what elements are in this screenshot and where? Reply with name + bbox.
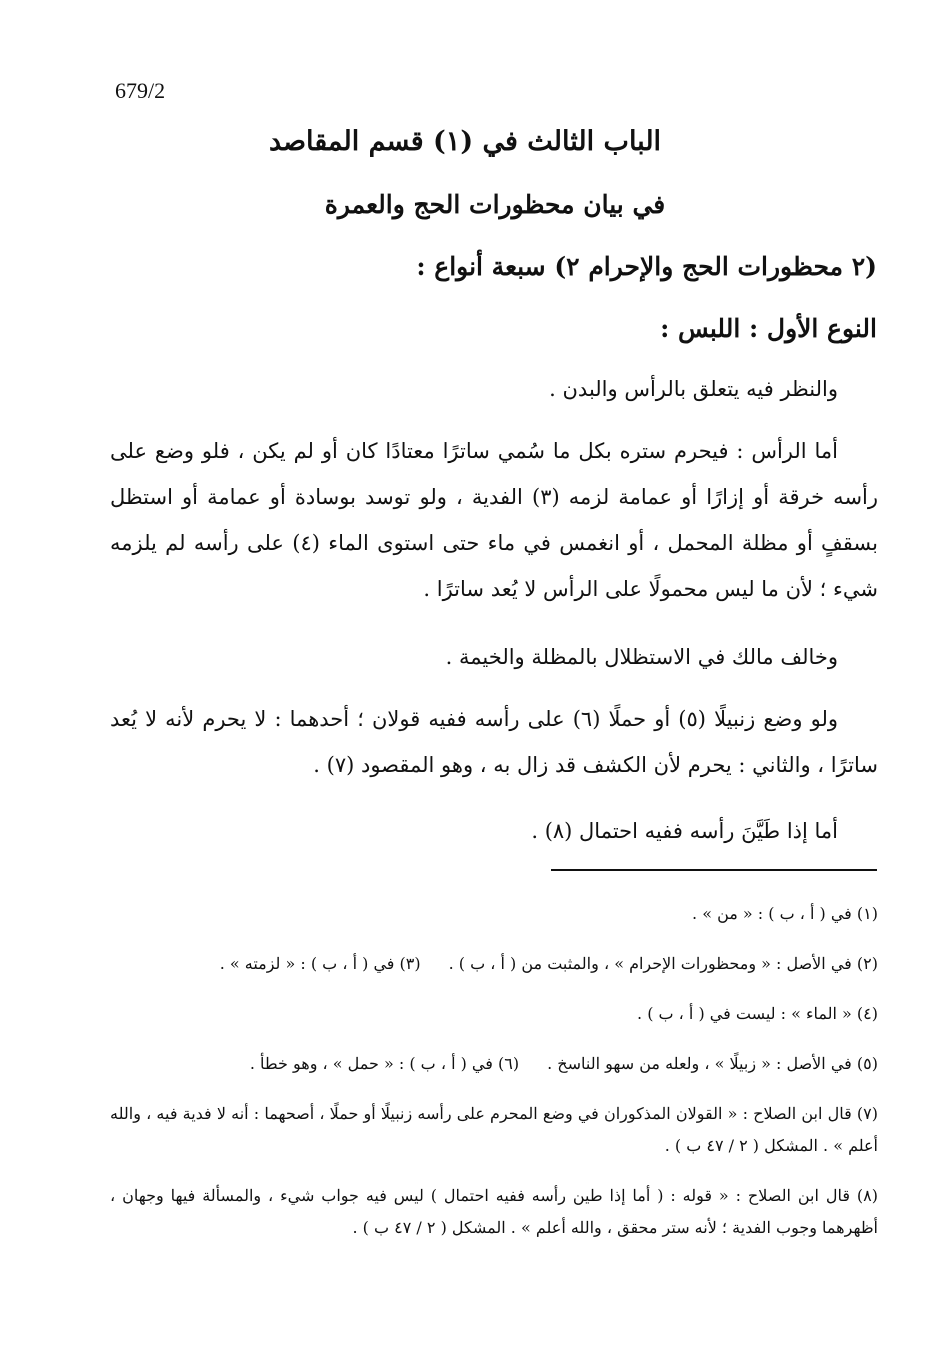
chapter-title: الباب الثالث في (١) قسم المقاصد <box>268 126 662 157</box>
paragraph-2-text: أما الرأس : فيحرم ستره بكل ما سُمي ساترًا معتادًا كان أو لم يكن ، فلو وضع على رأسه خرقة أو إزارًا أو عمامة لزمه (٣) الفدية ، ولو توسد بوسادة أو عمامة أو استظل بسقفٍ أو مظلة المحمل ، أو انغمس في ماء حتى استوى الماء (٤) على رأسه لم يلزمه شيء ؛ لأن ما ليس محمولًا على الرأس لا يُعد ساترًا . <box>110 439 879 601</box>
footnote-row-2 <box>110 948 878 980</box>
paragraph-1-text: والنظر فيه يتعلق بالرأس والبدن . <box>549 377 838 401</box>
footnote-4: (٤) « الماء » : ليست في ( أ ، ب ) . <box>637 1004 878 1023</box>
paragraph-2 <box>110 428 878 612</box>
footnote-row-5 <box>110 1048 878 1080</box>
paragraph-1 <box>110 366 878 412</box>
footnote-8: (٨) قال ابن الصلاح : « قوله : ( أما إذا طين رأسه ففيه احتمال ) ليس فيه جواب شيء ، والمسألة فيها وجهان ، أظهرهما وجوب الفدية ؛ لأنه ستر محقق ، والله أعلم » . المشكل ( ٢ / ٤٧ ب ) . <box>110 1186 878 1237</box>
paragraph-4-text: ولو وضع زنبيلًا (٥) أو حملًا (٦) على رأسه ففيه قولان ؛ أحدهما : لا يحرم لأنه لا يُعد ساترًا ، والثاني : يحرم لأن الكشف قد زال به ، وهو المقصود (٧) . <box>110 707 878 777</box>
footnote-5: (٥) في الأصل : « زبيلًا » ، ولعله من سهو الناسخ . <box>547 1054 878 1073</box>
page-number: 679/2 <box>115 78 166 103</box>
footnote-3: (٣) في ( أ ، ب ) : « لزمته » . <box>219 954 421 973</box>
paragraph-4 <box>110 696 878 788</box>
chapter-subtitle: في بيان محظورات الحج والعمرة <box>324 190 666 219</box>
footnote-7: (٧) قال ابن الصلاح : « القولان المذكوران في وضع المحرم على رأسه زنبيلًا أو حملًا ، أصحهما : أنه لا فدية فيه ، والله أعلم » . المشكل ( ٢ / ٤٧ ب ) . <box>110 1104 878 1155</box>
paragraph-5-text: أما إذا طَيَّنَ رأسه ففيه احتمال (٨) . <box>531 819 838 843</box>
type-heading: النوع الأول : اللبس : <box>660 314 877 343</box>
section-heading: (٢ محظورات الحج والإحرام ٢) سبعة أنواع : <box>416 252 877 281</box>
paragraph-5 <box>110 808 878 854</box>
footnote-6: (٦) في ( أ ، ب ) : « حمل » ، وهو خطأ . <box>249 1054 520 1073</box>
footnote-2: (٢) في الأصل : « ومحظورات الإحرام » ، والمثبت من ( أ ، ب ) . <box>448 954 878 973</box>
footnote-separator <box>551 869 877 871</box>
paragraph-3 <box>110 634 878 680</box>
paragraph-3-text: وخالف مالك في الاستظلال بالمظلة والخيمة . <box>445 645 838 669</box>
footnote-1: (١) في ( أ ، ب ) : « من » . <box>692 904 878 923</box>
